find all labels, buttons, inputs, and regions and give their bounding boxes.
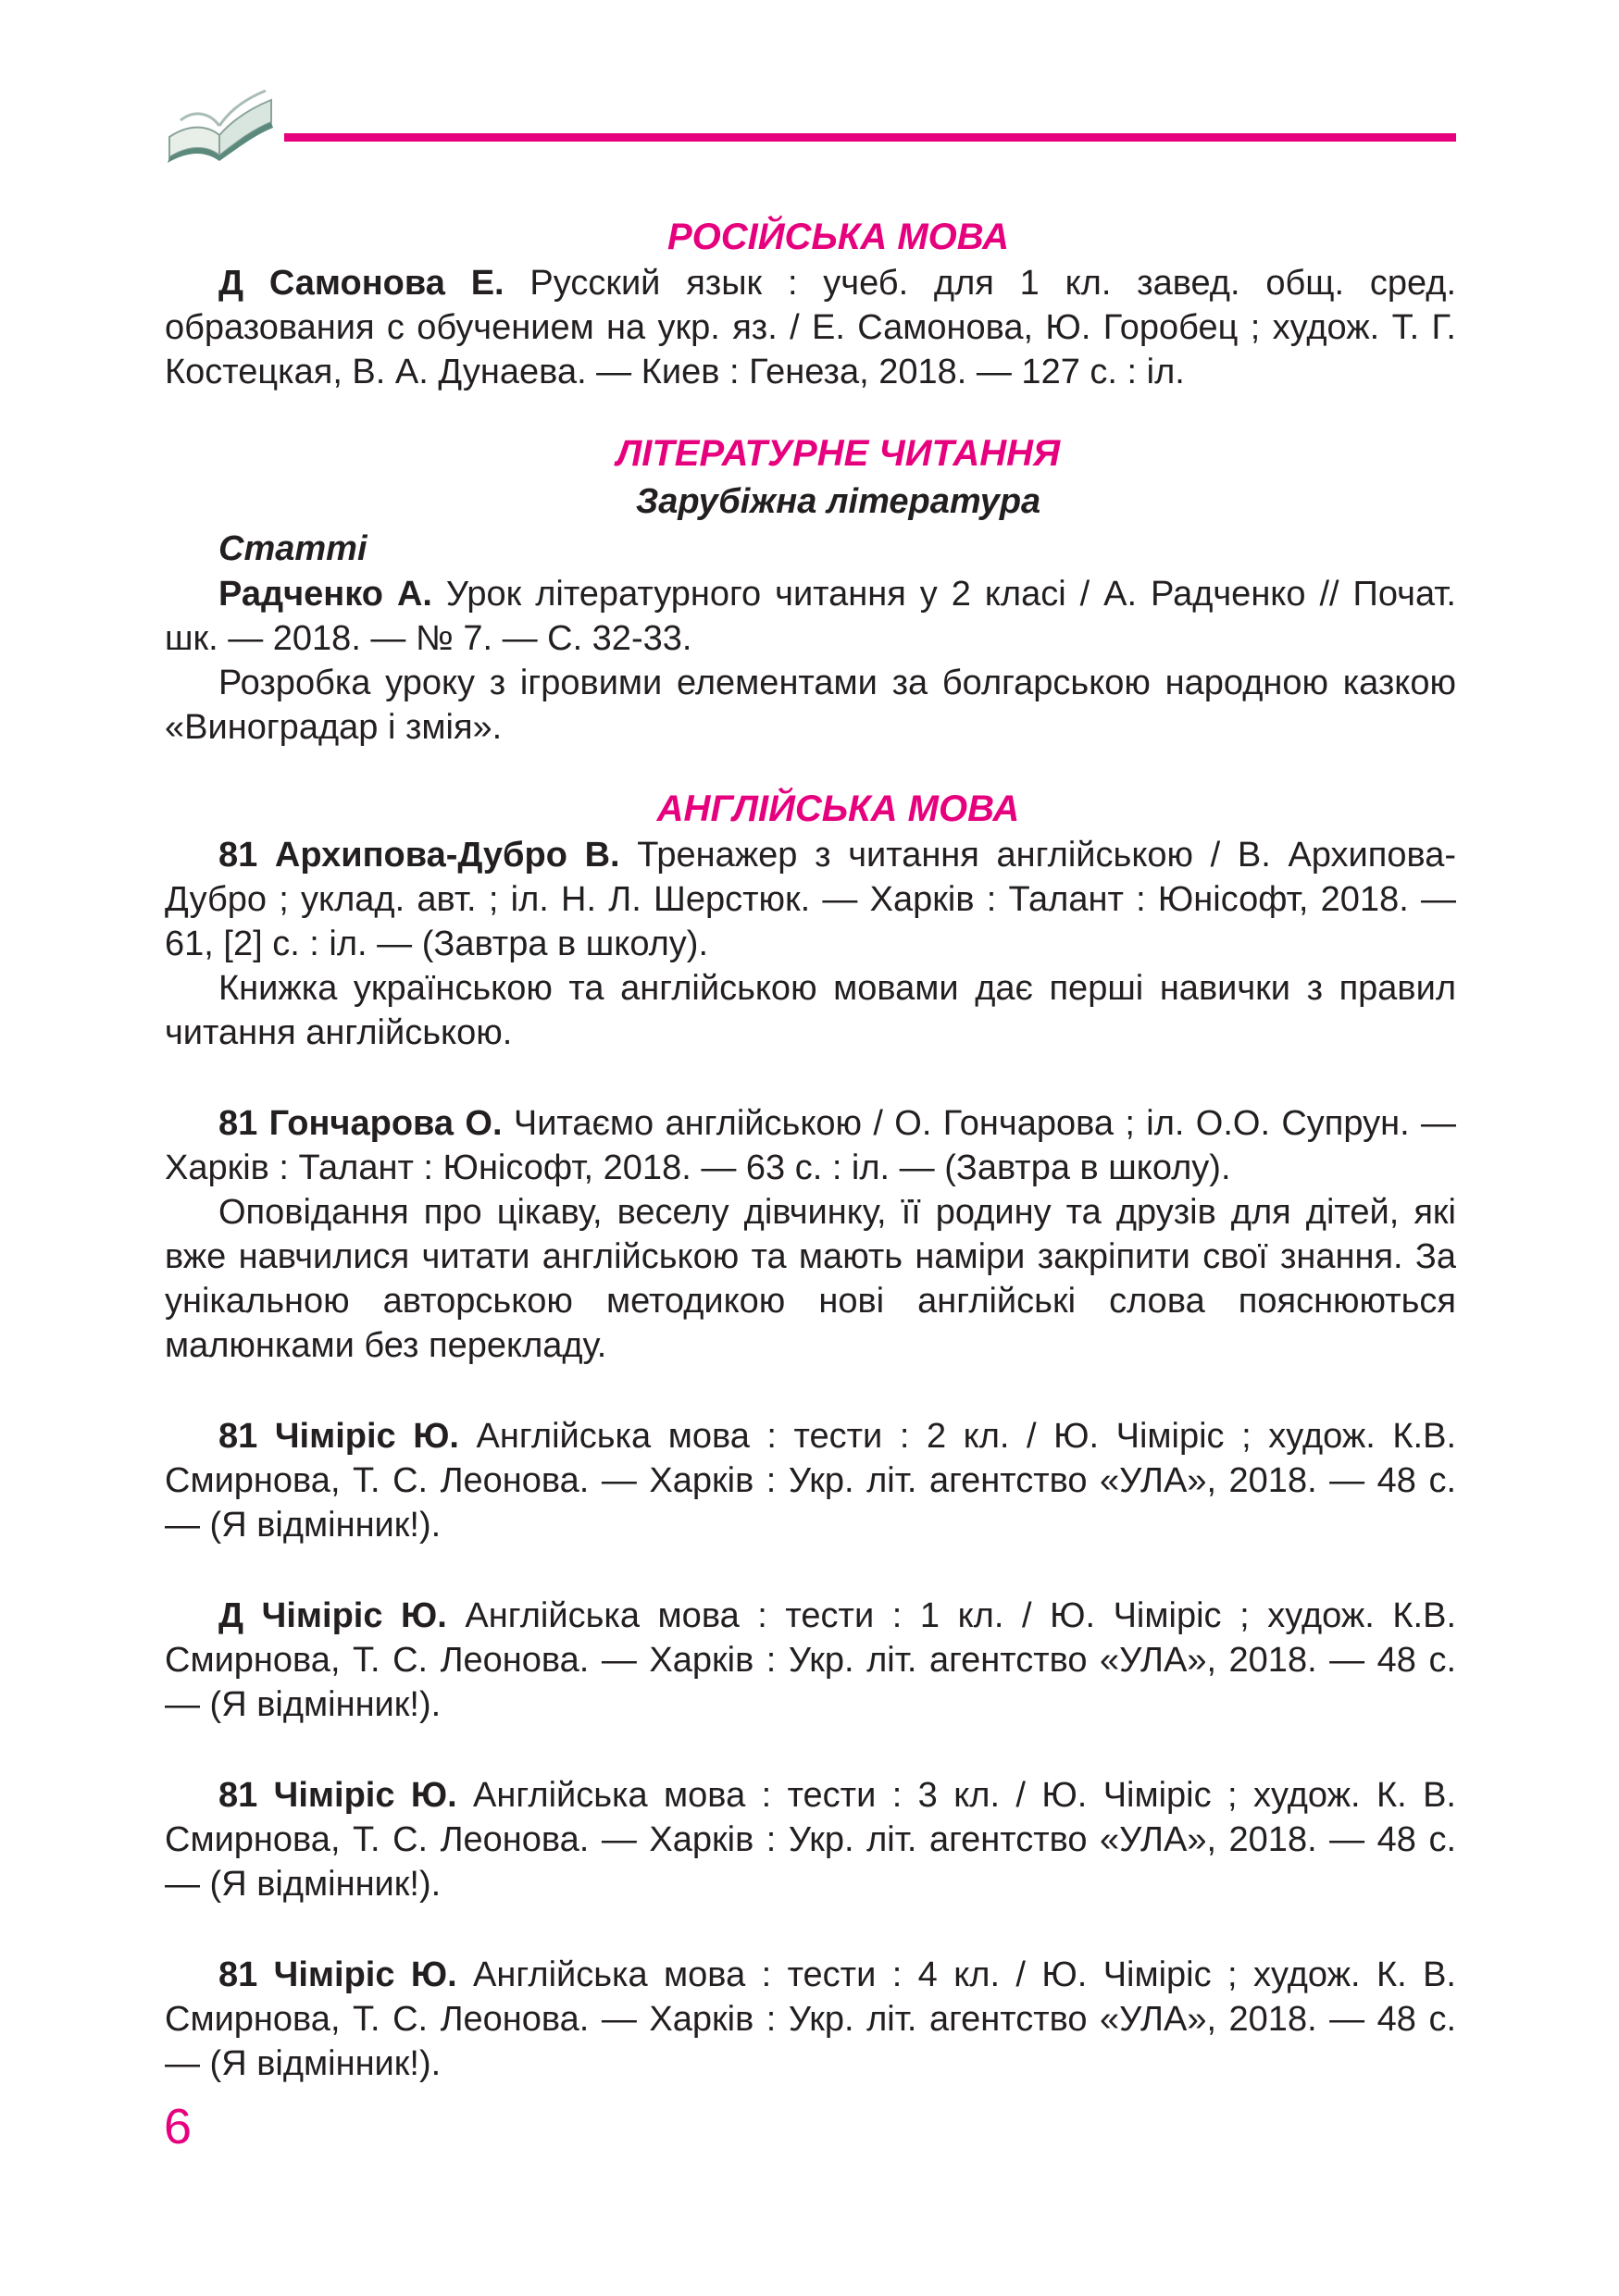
entry-author: Д Чіміріс Ю. <box>218 1596 447 1635</box>
section-title-english: АНГЛІЙСЬКА МОВА <box>656 788 1020 829</box>
entry-text: Русский язык : учеб. для 1 кл. завед. общ. сред. образования с обучением на укр. яз. / Е. Самонова, Ю. Горобец ; худож. Т. Г. Костецкая, В. А. Дунаева. — Киев : Генеза, 2018. — 127 с. : іл. <box>165 264 1457 391</box>
entry-text: Читаємо англійською / О. Гончарова ; іл. О.О. Супрун. — Харків : Талант : Юнісофт, 2018. — 63 с. : іл. — (Завтра в школу). <box>165 1104 1456 1187</box>
entry-author: 81 Гончарова О. <box>218 1104 503 1143</box>
entry-annotation: Оповідання про цікаву, веселу дівчинку, її родину та друзів для дітей, які вже навчилися читати англійською та мають наміри закріпити свої знання. За унікальною авторською методикою нові англійські слова пояснюються малюнками без перекладу. <box>165 1193 1456 1365</box>
entry-author: 81 Чіміріс Ю. <box>218 1776 457 1815</box>
entry-text: Англійська мова : тести : 2 кл. / Ю. Чіміріс ; худож. К.В. Смирнова, Т. С. Леонова. — Харків : Укр. літ. агентство «УЛА», 2018. — 48 с. — (Я відмінник!). <box>165 1417 1456 1545</box>
bib-entry <box>165 833 1456 966</box>
entry-annotation: Розробка уроку з ігровими елементами за болгарською народною казкою «Виноградар і змія». <box>165 664 1456 747</box>
entry-author: 81 Чіміріс Ю. <box>218 1417 459 1456</box>
bib-entry <box>165 1773 1456 1906</box>
page-number: 6 <box>164 2099 193 2154</box>
open-book-icon <box>162 72 278 165</box>
bib-entry <box>165 261 1456 394</box>
section-subtitle: Зарубіжна література <box>635 482 1041 521</box>
bib-entry <box>165 1594 1456 1727</box>
entry-text: Англійська мова : тести : 4 кл. / Ю. Чіміріс ; худож. К. В. Смирнова, Т. С. Леонова. — Харків : Укр. літ. агентство «УЛА», 2018. — 48 с. — (Я відмінник!). <box>165 1955 1456 2083</box>
entry-annotation: Книжка українською та англійською мовами дає перші навички з правил читання англійською. <box>165 969 1456 1052</box>
section-title-russian: РОСІЙСЬКА МОВА <box>666 217 1010 257</box>
entry-author: Радченко А. <box>218 575 432 614</box>
section-title-literary: ЛІТЕРАТУРНЕ ЧИТАННЯ <box>616 433 1061 474</box>
entry-author: 81 Архипова-Дубро В. <box>218 836 620 875</box>
bib-entry <box>165 1414 1456 1547</box>
bib-entry <box>165 1953 1456 2086</box>
entry-text: Англійська мова : тести : 1 кл. / Ю. Чіміріс ; худож. К.В. Смирнова, Т. С. Леонова. — Харків : Укр. літ. агентство «УЛА», 2018. — 48 с. — (Я відмінник!). <box>165 1596 1457 1724</box>
bib-entry <box>165 572 1456 661</box>
entry-author: 81 Чіміріс Ю. <box>218 1955 457 1994</box>
entry-author: Д Самонова Е. <box>218 264 504 303</box>
entry-text: Англійська мова : тести : 3 кл. / Ю. Чіміріс ; худож. К. В. Смирнова, Т. С. Леонова. — Харків : Укр. літ. агентство «УЛА», 2018. — 48 с. — (Я відмінник!). <box>165 1776 1456 1904</box>
entry-text: Урок літературного читання у 2 класі / А. Радченко // Почат. шк. — 2018. — № 7. — С. 32-33. <box>165 575 1456 658</box>
entry-text: Тренажер з читання англійською / В. Архипова-Дубро ; уклад. авт. ; іл. Н. Л. Шерстюк. — Харків : Талант : Юнісофт, 2018. — 61, [2] с. : іл. — (Завтра в школу). <box>165 836 1456 963</box>
header-rule <box>284 133 1456 142</box>
bib-entry <box>165 1101 1456 1190</box>
subsection-label: Статті <box>218 529 367 568</box>
page-content <box>165 213 1456 2086</box>
